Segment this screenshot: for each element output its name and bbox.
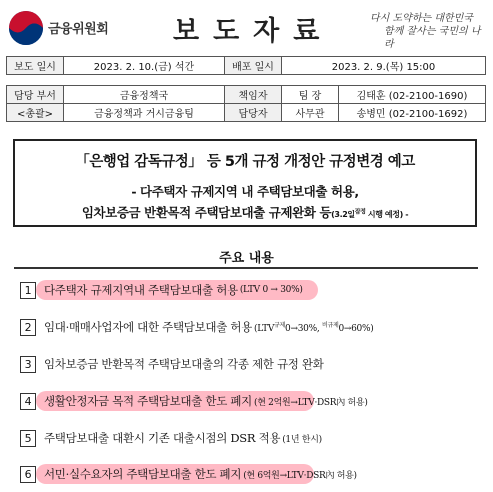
staff-person: 송병민 (02-2100-1692) xyxy=(339,104,486,122)
list-item-6 xyxy=(20,464,357,484)
report-date-value: 2023. 2. 10.(금) 석간 xyxy=(64,57,225,75)
staff-title: 사무관 xyxy=(282,104,339,122)
item-note: ($LTV^{규제}0\to 30\%$, $^{비규제}$0→60%) xyxy=(253,322,374,334)
list-item-2 xyxy=(20,317,373,337)
department-label: 담당 부서 xyxy=(7,86,64,104)
section-title: 주요 내용 xyxy=(219,251,274,266)
page-title: 보도자료 xyxy=(173,16,334,47)
item-number: 3 xyxy=(20,356,36,373)
item-text: 임차보증금 반환목적 주택담보대출의 각종 제한 규정 완화 xyxy=(44,357,324,371)
list-item-5 xyxy=(20,428,322,448)
list-item-4 xyxy=(20,391,368,411)
item-text: 임대·매매사업자에 대한 주택담보대출 허용 xyxy=(44,320,252,334)
item-note: (1년 한시) xyxy=(282,434,322,445)
government-logo-icon xyxy=(6,8,46,48)
item-text: 주택담보대출 대환시 기존 대출시점의 DSR 적용 xyxy=(44,431,281,445)
department-category: <총괄> xyxy=(7,104,64,122)
item-number: 5 xyxy=(20,430,36,447)
item-number: 6 xyxy=(20,466,36,483)
provisional-superscript: 잠정 xyxy=(354,208,366,216)
item-text: 생활안정자금 목적 주택담보대출 한도 폐지 xyxy=(44,394,252,408)
slogan-line-2: 함께 잘사는 국민의 나라 xyxy=(384,26,481,50)
distribution-date-label: 배포 일시 xyxy=(225,57,282,75)
item-number: 1 xyxy=(20,282,36,299)
organization-name: 금융위원회 xyxy=(48,22,109,37)
department-name-1: 금융정책국 xyxy=(64,86,225,104)
section-divider xyxy=(14,267,478,269)
responsible-title: 팀 장 xyxy=(282,86,339,104)
headline-subtitle-2 xyxy=(13,203,477,221)
item-number: 2 xyxy=(20,319,36,336)
slogan-line-1: 다시 도약하는 대한민국 xyxy=(370,13,473,24)
item-note: (LTV 0 → 30%) xyxy=(239,285,303,295)
item-text: 서민·실수요자의 주택담보대출 한도 폐지 xyxy=(44,467,242,481)
report-date-label: 보도 일시 xyxy=(7,57,64,75)
release-date-table xyxy=(6,56,486,75)
department-name-2: 금융정책과 거시금융팀 xyxy=(64,104,225,122)
item-note: (현 2억원→LTV·DSR內 허용) xyxy=(253,397,368,408)
headline-title: 「은행업 감독규정」 등 5개 규정 개정안 규정변경 예고 xyxy=(75,154,415,170)
slogan xyxy=(370,12,488,51)
list-item-1 xyxy=(20,280,303,300)
staff-label: 담당자 xyxy=(225,104,282,122)
item-text: 다주택자 규제지역내 주택담보대출 허용 xyxy=(44,283,238,297)
distribution-date-value: 2023. 2. 9.(목) 15:00 xyxy=(282,57,486,75)
responsible-label: 책임자 xyxy=(225,86,282,104)
headline-subtitle-2-main: 임차보증금 반환목적 주택담보대출 규제완화 등 xyxy=(81,205,332,220)
headline-subtitle-1: - 다주택자 규제지역 내 주택담보대출 허용, xyxy=(131,184,359,199)
item-number: 4 xyxy=(20,393,36,410)
list-item-3 xyxy=(20,354,324,374)
item-note: (현 6억원→LTV·DSR內 허용) xyxy=(243,470,357,481)
headline-effective-note: (3.2일$^{잠정}$ 시행 예정) - xyxy=(331,208,409,219)
contact-table xyxy=(6,85,486,122)
responsible-person: 김태훈 (02-2100-1690) xyxy=(339,86,486,104)
